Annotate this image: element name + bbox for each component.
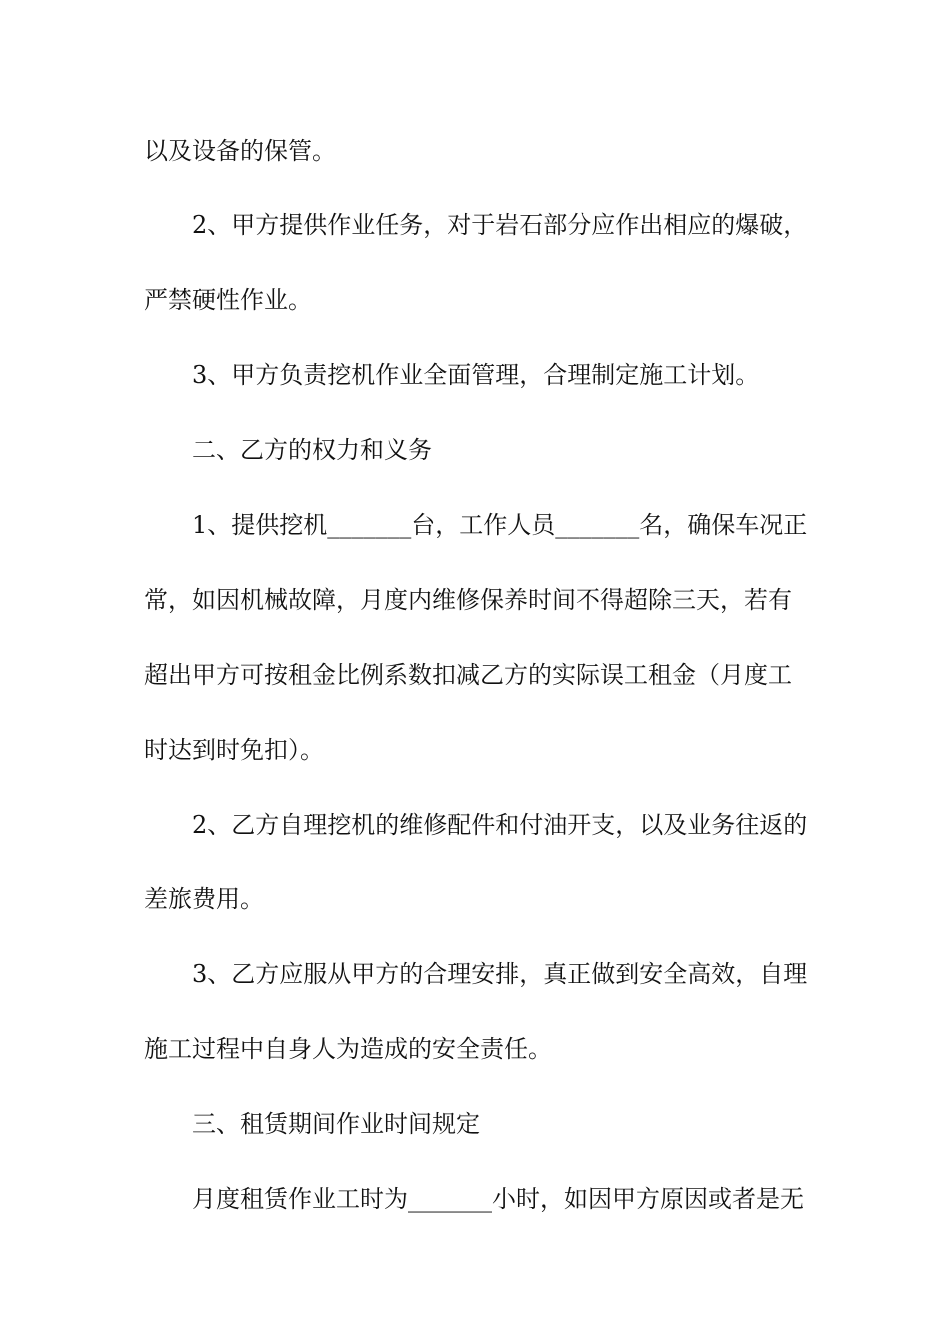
- paragraph-line: 2、乙方自理挖机的维修配件和付油开支，以及业务往返的: [192, 811, 808, 839]
- paragraph-line: 施工过程中自身人为造成的安全责任。: [144, 1035, 552, 1063]
- paragraph-line: 2、甲方提供作业任务，对于岩石部分应作出相应的爆破，: [192, 211, 808, 239]
- paragraph-line: 严禁硬性作业。: [144, 286, 312, 314]
- section-heading: 三、租赁期间作业时间规定: [192, 1110, 480, 1138]
- paragraph-line: 以及设备的保管。: [144, 137, 336, 165]
- paragraph-line: 月度租赁作业工时为_______小时，如因甲方原因或者是无: [192, 1185, 804, 1213]
- paragraph-line: 3、甲方负责挖机作业全面管理，合理制定施工计划。: [192, 361, 760, 389]
- paragraph-line: 3、乙方应服从甲方的合理安排，真正做到安全高效，自理: [192, 960, 808, 988]
- paragraph-line: 1、提供挖机_______台，工作人员_______名，确保车况正: [192, 511, 808, 539]
- paragraph-line: 超出甲方可按租金比例系数扣减乙方的实际误工租金（月度工: [144, 661, 792, 689]
- paragraph-line: 差旅费用。: [144, 885, 264, 913]
- section-heading: 二、乙方的权力和义务: [192, 436, 432, 464]
- paragraph-line: 时达到时免扣）。: [144, 736, 324, 764]
- paragraph-line: 常，如因机械故障，月度内维修保养时间不得超除三天，若有: [144, 586, 792, 614]
